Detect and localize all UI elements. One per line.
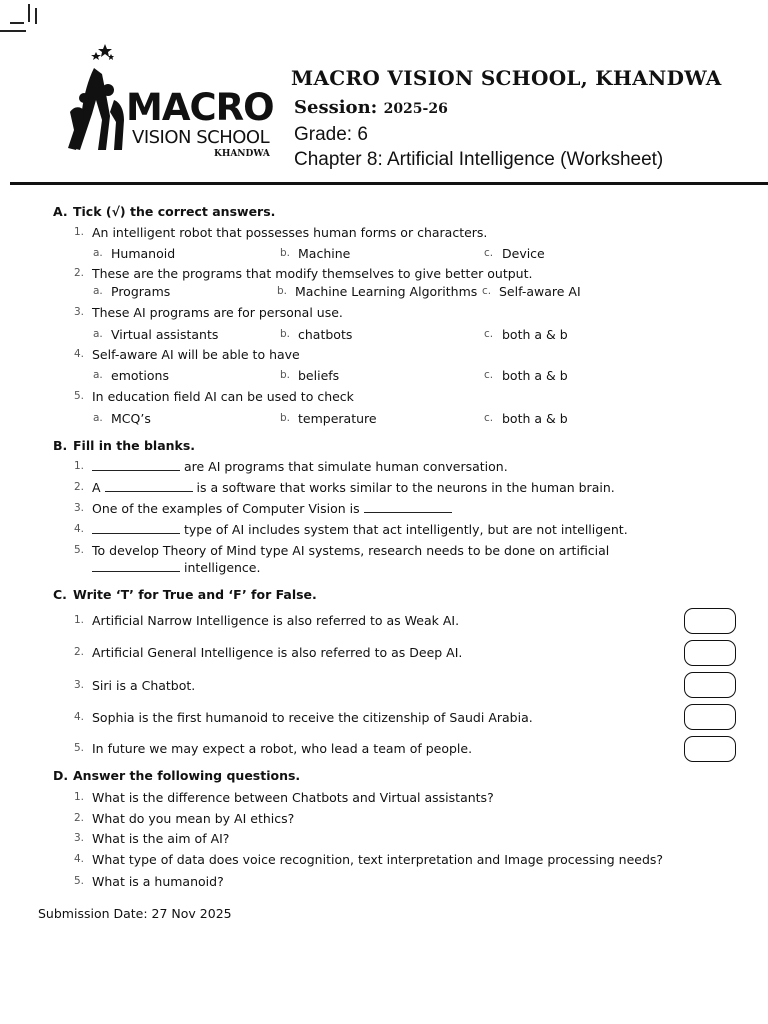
tf-c2: 2. Artificial General Intelligence is also referred to as Deep AI. [74, 645, 463, 660]
option-a2-a: a. Programs [93, 284, 171, 299]
option-a4-b: b. beliefs [280, 368, 340, 383]
blank-b5-cont: intelligence. [92, 560, 260, 575]
question-a4: 4. Self-aware AI will be able to have [74, 347, 300, 362]
crop-mark [0, 30, 26, 32]
option-a2-c: c. Self-aware AI [482, 284, 581, 299]
question-d3: 3. What is the aim of AI? [74, 831, 230, 846]
session-year: 2025-26 [383, 101, 448, 117]
logo-city-text: KHANDWA [214, 149, 270, 159]
answer-box-c1[interactable] [684, 608, 736, 634]
option-a4-c: c. both a & b [484, 368, 568, 383]
question-a3: 3. These AI programs are for personal use. [74, 305, 343, 320]
tf-c1: 1. Artificial Narrow Intelligence is also referred to as Weak AI. [74, 613, 460, 628]
blank-b3: 3. One of the examples of Computer Vision is [92, 501, 452, 516]
blank-b1: 1. are AI programs that simulate human conversation. [74, 459, 508, 474]
answer-box-c2[interactable] [684, 640, 736, 666]
option-a5-a: a. MCQ’s [93, 411, 151, 426]
fill-blank[interactable] [105, 481, 193, 492]
option-a1-a: a. Humanoid [93, 246, 176, 261]
answer-box-c5[interactable] [684, 736, 736, 762]
school-name: MACRO VISION SCHOOL, KHANDWA [291, 66, 722, 90]
session-label: Session: [294, 97, 378, 118]
fill-blank[interactable] [92, 561, 180, 572]
option-a5-c: c. both a & b [484, 411, 568, 426]
crop-mark [28, 4, 30, 22]
option-a3-b: b. chatbots [280, 327, 353, 342]
blank-b5: 5. To develop Theory of Mind type AI systems, research needs to be done on artificial [74, 543, 610, 558]
submission-date: Submission Date: 27 Nov 2025 [38, 906, 232, 921]
section-d-heading: D. Answer the following questions. [53, 768, 301, 783]
question-d2: 2. What do you mean by AI ethics? [74, 811, 295, 826]
crop-mark [35, 8, 37, 24]
fill-blank[interactable] [92, 523, 180, 534]
logo-main-text: MACRO [126, 86, 274, 129]
grade-line: Grade: 6 [294, 124, 368, 145]
fill-blank[interactable] [364, 502, 452, 513]
question-a2: 2. These are the programs that modify themselves to give better output. [74, 266, 533, 281]
header-divider [10, 182, 768, 185]
answer-box-c4[interactable] [684, 704, 736, 730]
logo-sub-text: VISION SCHOOL [132, 127, 270, 148]
fill-blank[interactable] [92, 460, 180, 471]
question-d5: 5. What is a humanoid? [74, 874, 224, 889]
question-d4: 4. What type of data does voice recognition, text interpretation and Image processing needs? [74, 852, 664, 867]
blank-b2: 2. A is a software that works similar to the neurons in the human brain. [74, 480, 615, 495]
section-a-heading: A. Tick (√) the correct answers. [53, 204, 276, 219]
option-a5-b: b. temperature [280, 411, 377, 426]
tf-c5: 5. In future we may expect a robot, who lead a team of people. [74, 741, 473, 756]
crop-mark [10, 22, 24, 24]
tf-c4: 4. Sophia is the first humanoid to receive the citizenship of Saudi Arabia. [74, 710, 533, 725]
chapter-title: Chapter 8: Artificial Intelligence (Worksheet) [294, 149, 664, 170]
question-d1: 1. What is the difference between Chatbots and Virtual assistants? [74, 790, 494, 805]
option-a4-a: a. emotions [93, 368, 169, 383]
question-a5: 5. In education field AI can be used to check [74, 389, 354, 404]
option-a3-a: a. Virtual assistants [93, 327, 219, 342]
option-a3-c: c. both a & b [484, 327, 568, 342]
question-a1: 1. An intelligent robot that possesses human forms or characters. [74, 225, 488, 240]
blank-b4: 4. type of AI includes system that act intelligently, but are not intelligent. [74, 522, 628, 537]
option-a1-c: c. Device [484, 246, 545, 261]
option-a2-b: b. Machine Learning Algorithms [277, 284, 478, 299]
section-b-heading: B. Fill in the blanks. [53, 438, 196, 453]
session-line [294, 97, 448, 118]
option-a1-b: b. Machine [280, 246, 351, 261]
answer-box-c3[interactable] [684, 672, 736, 698]
tf-c3: 3. Siri is a Chatbot. [74, 678, 196, 693]
section-c-heading: C. Write ‘T’ for True and ‘F’ for False. [53, 587, 317, 602]
